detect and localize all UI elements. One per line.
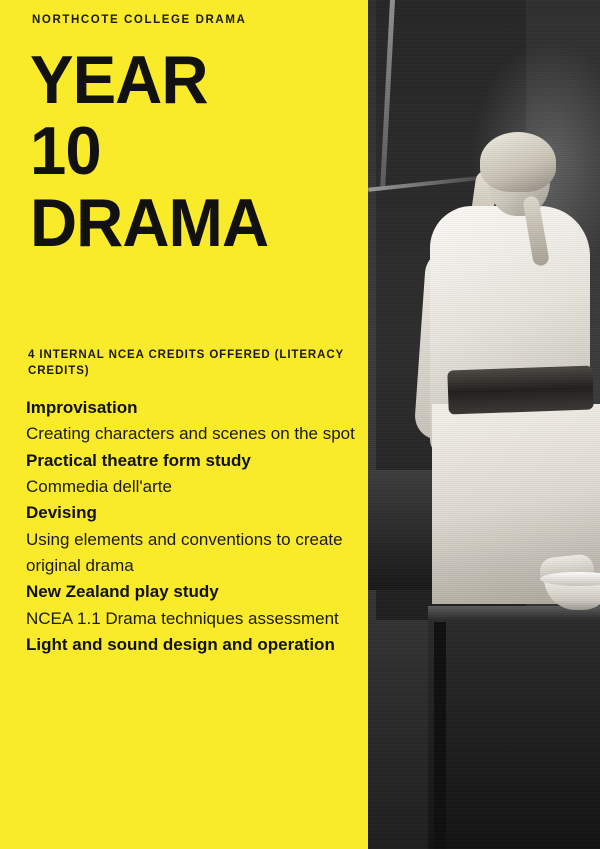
section-body: Commedia dell'arte bbox=[26, 477, 172, 497]
photo-table-leg bbox=[434, 622, 446, 849]
section-title: Improvisation bbox=[26, 398, 138, 417]
section-body: Using elements and conventions to create original drama bbox=[26, 529, 343, 576]
section-title: Practical theatre form study bbox=[26, 450, 251, 470]
headline-line-3: DRAMA bbox=[30, 184, 269, 261]
page-title bbox=[30, 42, 360, 262]
section-body: Creating characters and scenes on the spot bbox=[26, 424, 355, 444]
performer-hair bbox=[480, 132, 556, 192]
performance-photo bbox=[368, 0, 600, 849]
section-body: NCEA 1.1 Drama techniques assessment bbox=[26, 608, 339, 628]
section-title: Light and sound design and operation bbox=[26, 635, 335, 655]
course-sections bbox=[26, 395, 362, 658]
section-title: Devising bbox=[26, 503, 97, 523]
section-title: New Zealand play study bbox=[26, 582, 219, 602]
headline-line-1: YEAR bbox=[30, 42, 208, 118]
photo-table-front bbox=[428, 620, 600, 849]
school-department-label: NORTHCOTE COLLEGE DRAMA bbox=[32, 14, 247, 26]
headline-line-2: 10 bbox=[30, 113, 101, 190]
photo-equipment bbox=[368, 470, 438, 590]
performer-belt bbox=[447, 365, 593, 414]
credits-note: 4 INTERNAL NCEA CREDITS OFFERED (LITERACY CREDITS) bbox=[28, 349, 344, 377]
